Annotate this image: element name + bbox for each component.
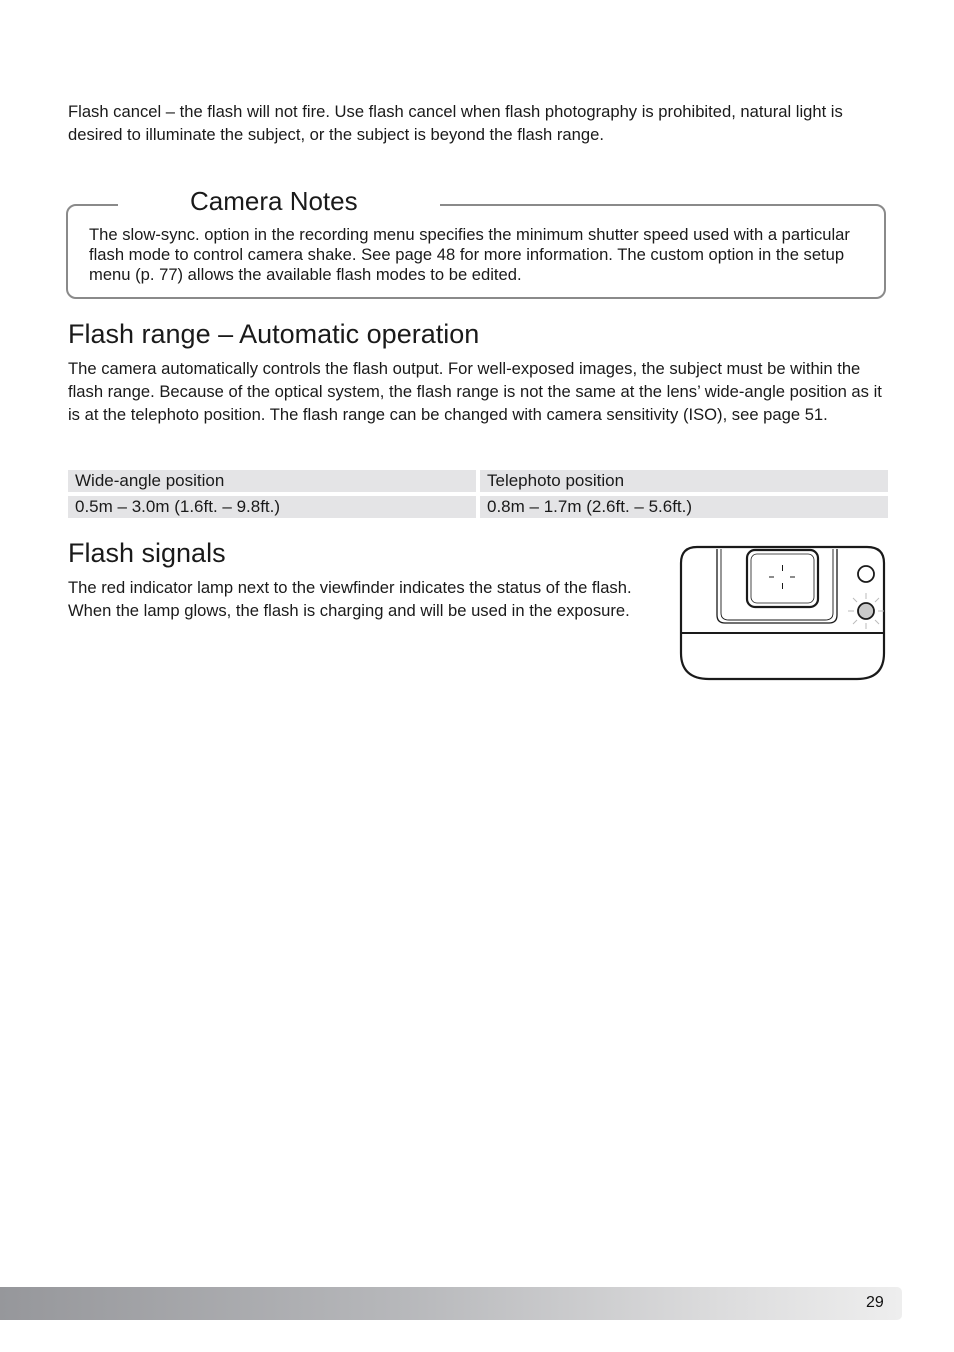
camera-back-viewfinder-icon (677, 543, 889, 685)
table-cell-wide-range: 0.5m – 3.0m (1.6ft. – 9.8ft.) (68, 496, 476, 518)
camera-notes-text: The slow-sync. option in the recording menu specifies the minimum shutter speed used with a particular flash mode to control camera shake. See page 48 for more information. The custom option in the setup menu (p. 77) allows the available flash modes to be edited. (89, 225, 850, 284)
page-number: 29 (866, 1294, 884, 1311)
intro-paragraph: Flash cancel – the flash will not fire. Use flash cancel when flash photography is prohibited, natural light is desired to illuminate the subject, or the subject is beyond the flash range. (68, 102, 843, 144)
flash-range-heading: Flash range – Automatic operation (68, 319, 480, 349)
flash-signals-paragraph: The red indicator lamp next to the viewfinder indicates the status of the flash. When the lamp glows, the flash is charging and will be used in the exposure. (68, 578, 632, 620)
table-cell-tele-range: 0.8m – 1.7m (2.6ft. – 5.6ft.) (480, 496, 888, 518)
flash-signals-heading: Flash signals (68, 538, 226, 568)
table-header-tele: Telephoto position (480, 470, 888, 492)
flash-range-paragraph: The camera automatically controls the flash output. For well-exposed images, the subject must be within the flash range. Because of the optical system, the flash range is not the same at the lens’ wide-angle position as it is at the telephoto position. The flash range can be changed with camera sensitivity (ISO), see page 51. (68, 359, 882, 424)
indicator-lamp-icon (848, 593, 884, 629)
camera-notes-title: Camera Notes (190, 186, 358, 216)
footer-bar (0, 1287, 902, 1320)
table-header-wide: Wide-angle position (68, 470, 476, 492)
